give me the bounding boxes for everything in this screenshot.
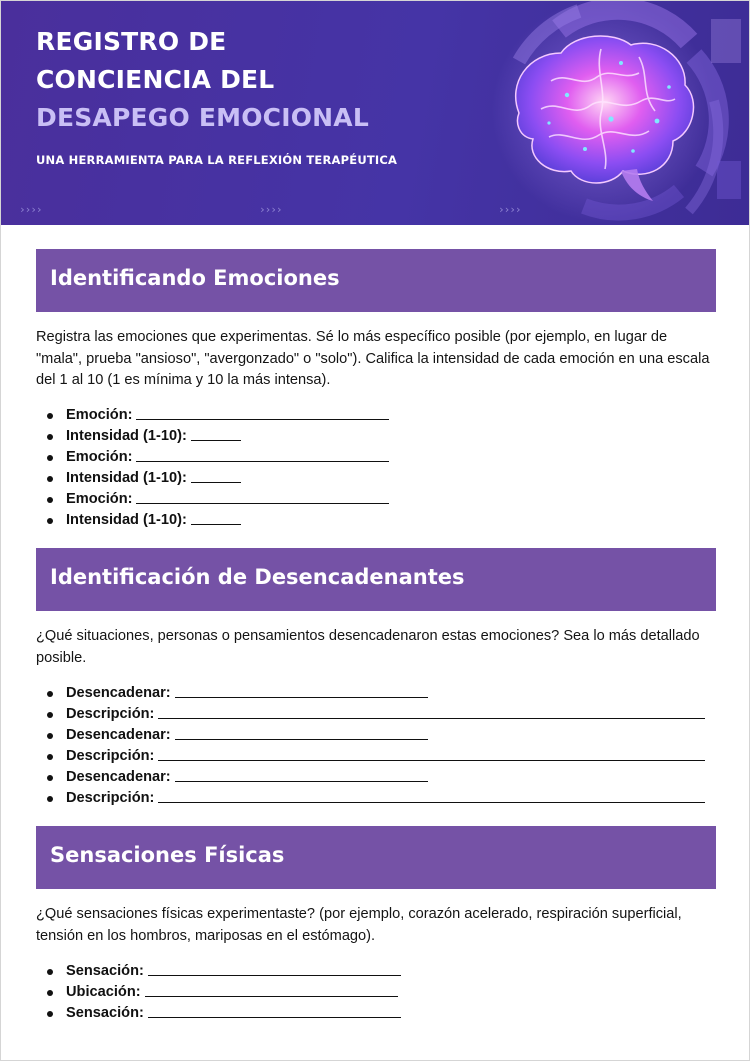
field-label: Intensidad (1-10):: [66, 428, 187, 444]
fill-in-blank[interactable]: [158, 704, 705, 719]
list-item: [36, 683, 736, 704]
fill-in-blank[interactable]: [175, 767, 428, 782]
fill-in-blank[interactable]: [158, 746, 705, 761]
field-label: Descripción:: [66, 790, 155, 806]
list-item: [36, 788, 736, 809]
section-header-triggers: [36, 548, 716, 611]
list-item: [36, 1003, 736, 1024]
field-list-emotions: [36, 405, 736, 531]
title-line-2: CONCIENCIA DEL: [36, 65, 275, 94]
fill-in-blank[interactable]: [148, 961, 401, 976]
field-label: Intensidad (1-10):: [66, 512, 187, 528]
chevron-decoration-icon: ››››: [259, 203, 282, 216]
fill-in-blank[interactable]: [191, 426, 241, 441]
section-intro: ¿Qué sensaciones físicas experimentaste? (por ejemplo, corazón acelerado, respiración superficial, tensión en los hombros, mariposas en el estómago).: [36, 906, 682, 944]
fill-in-blank[interactable]: [191, 468, 241, 483]
field-label: Emoción:: [66, 491, 133, 507]
section-title: Sensaciones Físicas: [50, 843, 285, 867]
page-subtitle: UNA HERRAMIENTA PARA LA REFLEXIÓN TERAPÉUTICA: [36, 153, 398, 167]
fill-in-blank[interactable]: [175, 683, 428, 698]
fill-in-blank[interactable]: [136, 489, 389, 504]
field-label: Desencadenar:: [66, 727, 171, 743]
list-item: [36, 704, 736, 725]
section-title: Identificación de Desencadenantes: [50, 565, 465, 589]
section-intro: Registra las emociones que experimentas. Sé lo más específico posible (por ejemplo, en lugar de "mala", prueba "ansioso", "avergonzado" o "solo"). Califica la intensidad de cada emoción en una escala del 1 al 10 (1 es mínima y 10 la más intensa).: [36, 329, 710, 388]
field-label: Descripción:: [66, 706, 155, 722]
fill-in-blank[interactable]: [136, 447, 389, 462]
list-item: [36, 746, 736, 767]
list-item: [36, 447, 736, 468]
fill-in-blank[interactable]: [158, 788, 705, 803]
section-header-sensations: [36, 826, 716, 889]
list-item: [36, 961, 736, 982]
list-item: [36, 468, 736, 489]
fill-in-blank[interactable]: [148, 1003, 401, 1018]
field-label: Ubicación:: [66, 984, 141, 1000]
list-item: [36, 426, 736, 447]
list-item: [36, 982, 736, 1003]
fill-in-blank[interactable]: [175, 725, 428, 740]
title-line-3: DESAPEGO EMOCIONAL: [36, 103, 369, 132]
field-label: Emoción:: [66, 449, 133, 465]
field-list-triggers: [36, 683, 736, 809]
fill-in-blank[interactable]: [145, 982, 398, 997]
fill-in-blank[interactable]: [191, 510, 241, 525]
section-title: Identificando Emociones: [50, 266, 340, 290]
field-label: Desencadenar:: [66, 685, 171, 701]
section-intro: ¿Qué situaciones, personas o pensamientos desencadenaron estas emociones? Sea lo más detallado posible.: [36, 628, 700, 666]
list-item: [36, 405, 736, 426]
chevron-decoration-icon: ››››: [19, 203, 42, 216]
page-title: [36, 23, 369, 137]
field-label: Sensación:: [66, 1005, 144, 1021]
field-label: Emoción:: [66, 407, 133, 423]
title-line-1: REGISTRO DE: [36, 27, 227, 56]
field-label: Desencadenar:: [66, 769, 171, 785]
list-item: [36, 510, 736, 531]
header-banner: [1, 1, 749, 225]
field-label: Intensidad (1-10):: [66, 470, 187, 486]
glowing-brain-icon: [489, 1, 749, 225]
field-label: Descripción:: [66, 748, 155, 764]
section-header-emotions: [36, 249, 716, 312]
list-item: [36, 725, 736, 746]
field-label: Sensación:: [66, 963, 144, 979]
chevron-decoration-icon: ››››: [498, 203, 521, 216]
list-item: [36, 489, 736, 510]
field-list-sensations: [36, 961, 736, 1024]
fill-in-blank[interactable]: [136, 405, 389, 420]
list-item: [36, 767, 736, 788]
